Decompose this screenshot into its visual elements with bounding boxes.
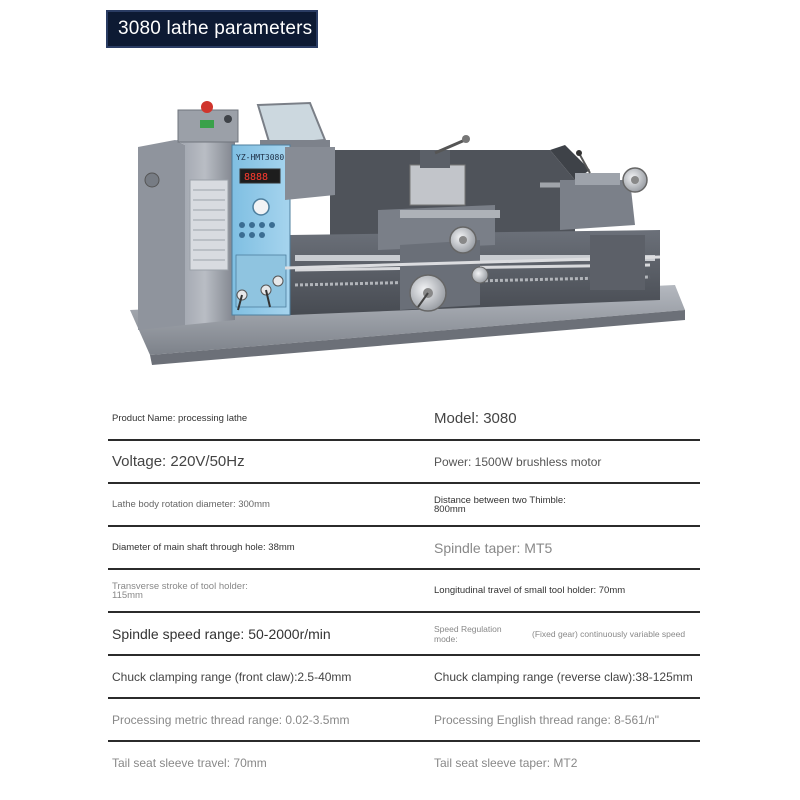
spec-transverse-stroke-value: 115mm <box>112 589 143 601</box>
tailstock <box>560 180 635 230</box>
spec-transverse-stroke-label: Transverse stroke of tool holder: <box>112 580 248 592</box>
spec-thimble-distance-label: Distance between two Thimble: <box>434 494 566 506</box>
spec-row <box>108 484 700 527</box>
spec-thimble-distance <box>434 484 702 525</box>
title-banner <box>106 10 318 48</box>
spec-row <box>108 742 700 785</box>
spec-chuck-front: Chuck clamping range (front claw):2.5-40mm <box>112 669 352 684</box>
speed-knob <box>253 199 269 215</box>
spec-row <box>108 613 700 656</box>
lathe-product-image <box>120 85 690 375</box>
tool-post <box>410 165 465 205</box>
spec-tail-travel: Tail seat sleeve travel: 70mm <box>112 755 267 770</box>
speed-display: 8888 <box>244 172 269 183</box>
spec-spindle-taper: Spindle taper: MT5 <box>434 539 553 556</box>
spec-row <box>108 570 700 613</box>
emergency-stop <box>201 101 213 113</box>
spec-product-name: Product Name: processing lathe <box>112 413 248 424</box>
spec-power: Power: 1500W brushless motor <box>434 454 602 469</box>
spec-metric-thread: Processing metric thread range: 0.02-3.5mm <box>112 712 350 727</box>
page-title: 3080 lathe parameters <box>118 18 313 39</box>
spec-speed-regulation-value: (Fixed gear) continuously variable speed <box>532 628 686 639</box>
spec-voltage: Voltage: 220V/50Hz <box>112 453 245 470</box>
spec-chuck-reverse: Chuck clamping range (reverse claw):38-125mm <box>434 669 693 684</box>
spec-tail-taper: Tail seat sleeve taper: MT2 <box>434 755 578 770</box>
spec-english-thread: Processing English thread range: 8-561/n" <box>434 712 660 727</box>
spec-rotation-diameter: Lathe body rotation diameter: 300mm <box>112 499 270 510</box>
spec-model: Model: 3080 <box>434 410 517 427</box>
spec-speed-regulation <box>434 613 702 654</box>
spec-row <box>108 699 700 742</box>
model-plate: YZ-HMT3080 <box>236 153 285 162</box>
spec-row <box>108 398 700 441</box>
chuck-guard <box>258 103 325 145</box>
headstock-side <box>138 140 185 330</box>
spec-shaft-hole: Diameter of main shaft through hole: 38mm <box>112 542 295 553</box>
spec-spindle-speed: Spindle speed range: 50-2000r/min <box>112 625 331 642</box>
spec-row <box>108 441 700 484</box>
spec-small-tool-travel: Longitudinal travel of small tool holder: 70mm <box>434 585 626 596</box>
spec-thimble-distance-value: 800mm <box>434 503 466 515</box>
spec-row <box>108 656 700 699</box>
spec-speed-regulation-label: Speed Regulation mode: <box>434 623 502 644</box>
spec-transverse-stroke <box>112 570 412 611</box>
spec-row <box>108 527 700 570</box>
spec-table <box>108 398 700 785</box>
